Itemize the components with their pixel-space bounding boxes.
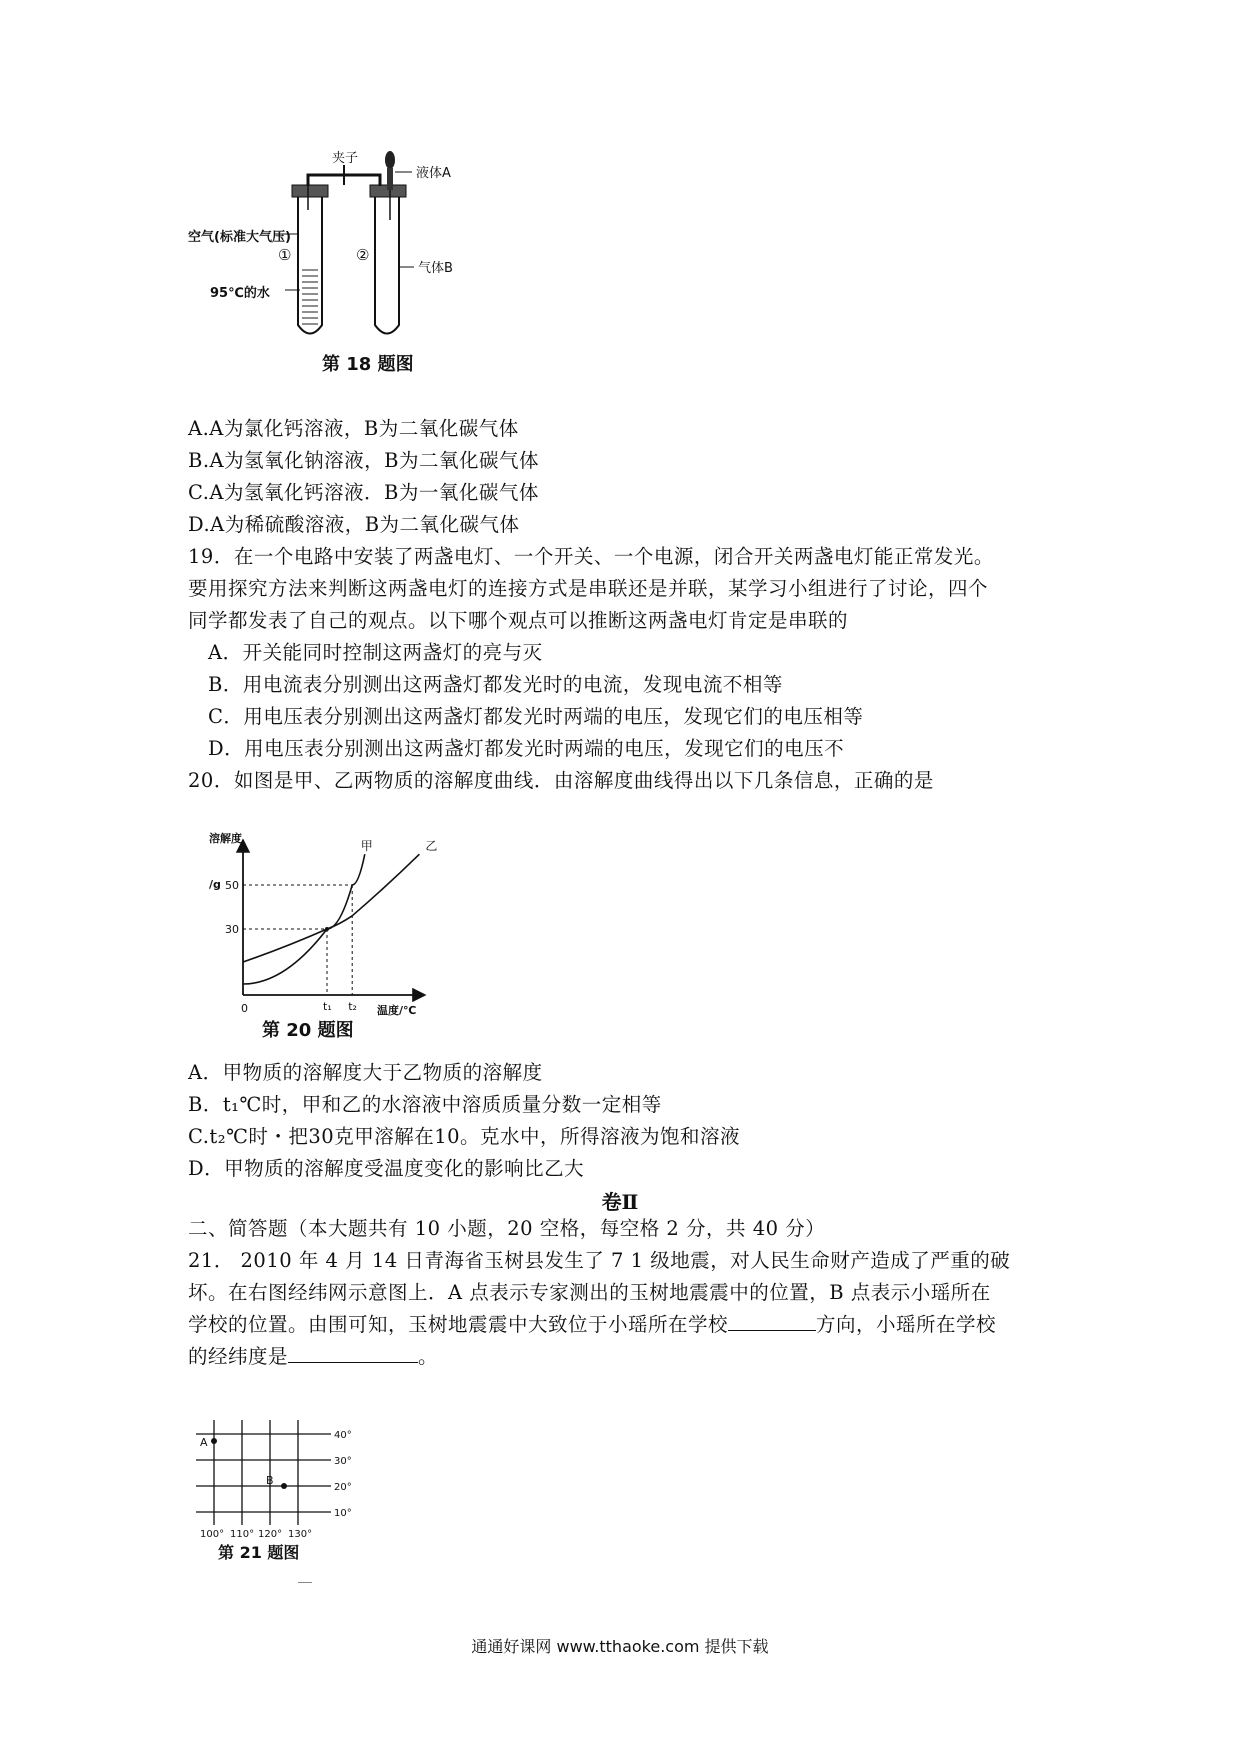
test-tube-1 — [298, 195, 322, 334]
q21-line-4-text-a: 的经纬度是 — [188, 1345, 289, 1368]
y-tick-label-2: 50 — [225, 879, 239, 892]
series-line-2 — [243, 854, 419, 962]
q21-line-4 — [188, 1342, 438, 1372]
lat-label-20: 20° — [334, 1482, 352, 1493]
q20-option-d: D．甲物质的溶解度受温度变化的影响比乙大 — [188, 1157, 585, 1180]
q19-option-a: A．开关能同时控制这两盏灯的亮与灭 — [208, 641, 543, 664]
label-gas-b: 气体B — [418, 261, 453, 276]
section-2-heading: 二、简答题（本大题共有 10 小题，20 空格，每空格 2 分，共 40 分） — [188, 1217, 826, 1240]
q19-stem-line-2: 要用探究方法来判断这两盏电灯的连接方式是串联还是并联，某学习小组进行了讨论，四个 — [188, 577, 989, 600]
hot-water — [302, 270, 318, 324]
q18-option-d: D.A为稀硫酸溶液，B为二氧化碳气体 — [188, 513, 520, 536]
figure-21-caption: 第 21 题图 — [218, 1543, 300, 1562]
q21-line-3 — [188, 1310, 996, 1340]
lat-label-30: 30° — [334, 1456, 352, 1467]
label-clip: 夹子 — [332, 151, 359, 166]
q20-option-a: A．甲物质的溶解度大于乙物质的溶解度 — [188, 1061, 543, 1084]
label-air: 空气(标准大气压) — [188, 230, 291, 245]
section-2-title: 卷Ⅱ — [601, 1190, 639, 1214]
q19-stem-line-1: 19．在一个电路中安装了两盏电灯、一个开关、一个电源，闭合开关两盏电灯能正常发光。 — [188, 545, 994, 568]
page-footer: 通通好课网 www.tthaoke.com 提供下载 — [471, 1637, 769, 1656]
lon-label-110: 110° — [230, 1529, 255, 1540]
figure-18-apparatus — [190, 150, 520, 350]
stopper-1 — [292, 185, 328, 197]
series-label-1: 甲 — [360, 839, 373, 854]
q21-line-3-text-b: 方向，小瑶所在学校 — [816, 1313, 997, 1336]
q21-line-3-text-a: 学校的位置。由围可知，玉树地震震中大致位于小瑶所在学校 — [188, 1313, 729, 1336]
y-tick-label-1: 30 — [225, 923, 239, 936]
x-tick-label-1: t₁ — [323, 1000, 332, 1013]
lat-label-40: 40° — [334, 1430, 352, 1441]
q18-option-c: C.A为氢氧化钙溶液．B为一氧化碳气体 — [188, 481, 539, 504]
point-b-label: B — [266, 1474, 274, 1487]
q20-option-b: B．t₁℃时，甲和乙的水溶液中溶质质量分数一定相等 — [188, 1093, 662, 1116]
x-tick-label-2: t₂ — [348, 1000, 357, 1013]
lat-label-10: 10° — [334, 1508, 352, 1519]
grid-lines — [196, 1420, 331, 1525]
y-axis-label-unit: /g — [209, 878, 221, 891]
figure-20-caption: 第 20 题图 — [262, 1020, 354, 1041]
q18-option-b: B.A为氢氧化钠溶液，B为二氧化碳气体 — [188, 449, 539, 472]
point-a — [211, 1438, 217, 1444]
lon-label-120: 120° — [258, 1529, 283, 1540]
q20-option-c: C.t₂℃时・把30克甲溶解在10。克水中，所得溶液为饱和溶液 — [188, 1125, 741, 1148]
lon-label-130: 130° — [288, 1529, 313, 1540]
figure-21-grid — [196, 1420, 366, 1540]
label-tube-1: ① — [278, 246, 292, 264]
q19-option-b: B．用电流表分别测出这两盏灯都发光时的电流，发现电流不相等 — [208, 673, 783, 696]
label-water: 95℃的水 — [210, 286, 270, 301]
q19-stem-line-3: 同学都发表了自己的观点。以下哪个观点可以推断这两盏电灯肯定是串联的 — [188, 609, 849, 632]
solubility-chart — [205, 830, 438, 1020]
q21-line-1: 21． 2010 年 4 月 14 日青海省玉树县发生了 7 1 级地震，对人民生命财产造成了严重的破 — [188, 1249, 1011, 1272]
label-liquid-a: 液体A — [416, 166, 451, 181]
q20-stem: 20．如图是甲、乙两物质的溶解度曲线．由溶解度曲线得出以下几条信息，正确的是 — [188, 769, 934, 792]
figure-18-caption: 第 18 题图 — [322, 354, 414, 375]
lon-label-100: 100° — [200, 1529, 225, 1540]
q18-option-a: A.A为氯化钙溶液，B为二氧化碳气体 — [188, 417, 519, 440]
point-b — [281, 1483, 287, 1489]
label-tube-2: ② — [356, 246, 370, 264]
x-axis-label: 温度/℃ — [377, 1004, 417, 1017]
y-axis-label-top: 溶解度 — [209, 832, 242, 845]
q19-option-d: D．用电压表分别测出这两盏灯都发光时两端的电压，发现它们的电压不 — [208, 737, 845, 760]
q21-blank-coordinates[interactable] — [288, 1342, 418, 1363]
origin-label: 0 — [241, 1002, 248, 1015]
test-tube-2 — [375, 195, 399, 334]
divider-mark — [298, 1582, 312, 1583]
q21-line-2: 坏。在右图经纬网示意图上．A 点表示专家测出的玉树地震震中的位置，B 点表示小瑶所在 — [188, 1281, 991, 1304]
series-label-2: 乙 — [425, 839, 438, 854]
q21-line-4-text-b: 。 — [418, 1345, 439, 1368]
q21-blank-direction[interactable] — [728, 1310, 816, 1331]
q19-option-c: C．用电压表分别测出这两盏灯都发光时两端的电压，发现它们的电压相等 — [208, 705, 864, 728]
point-a-label: A — [200, 1436, 208, 1449]
